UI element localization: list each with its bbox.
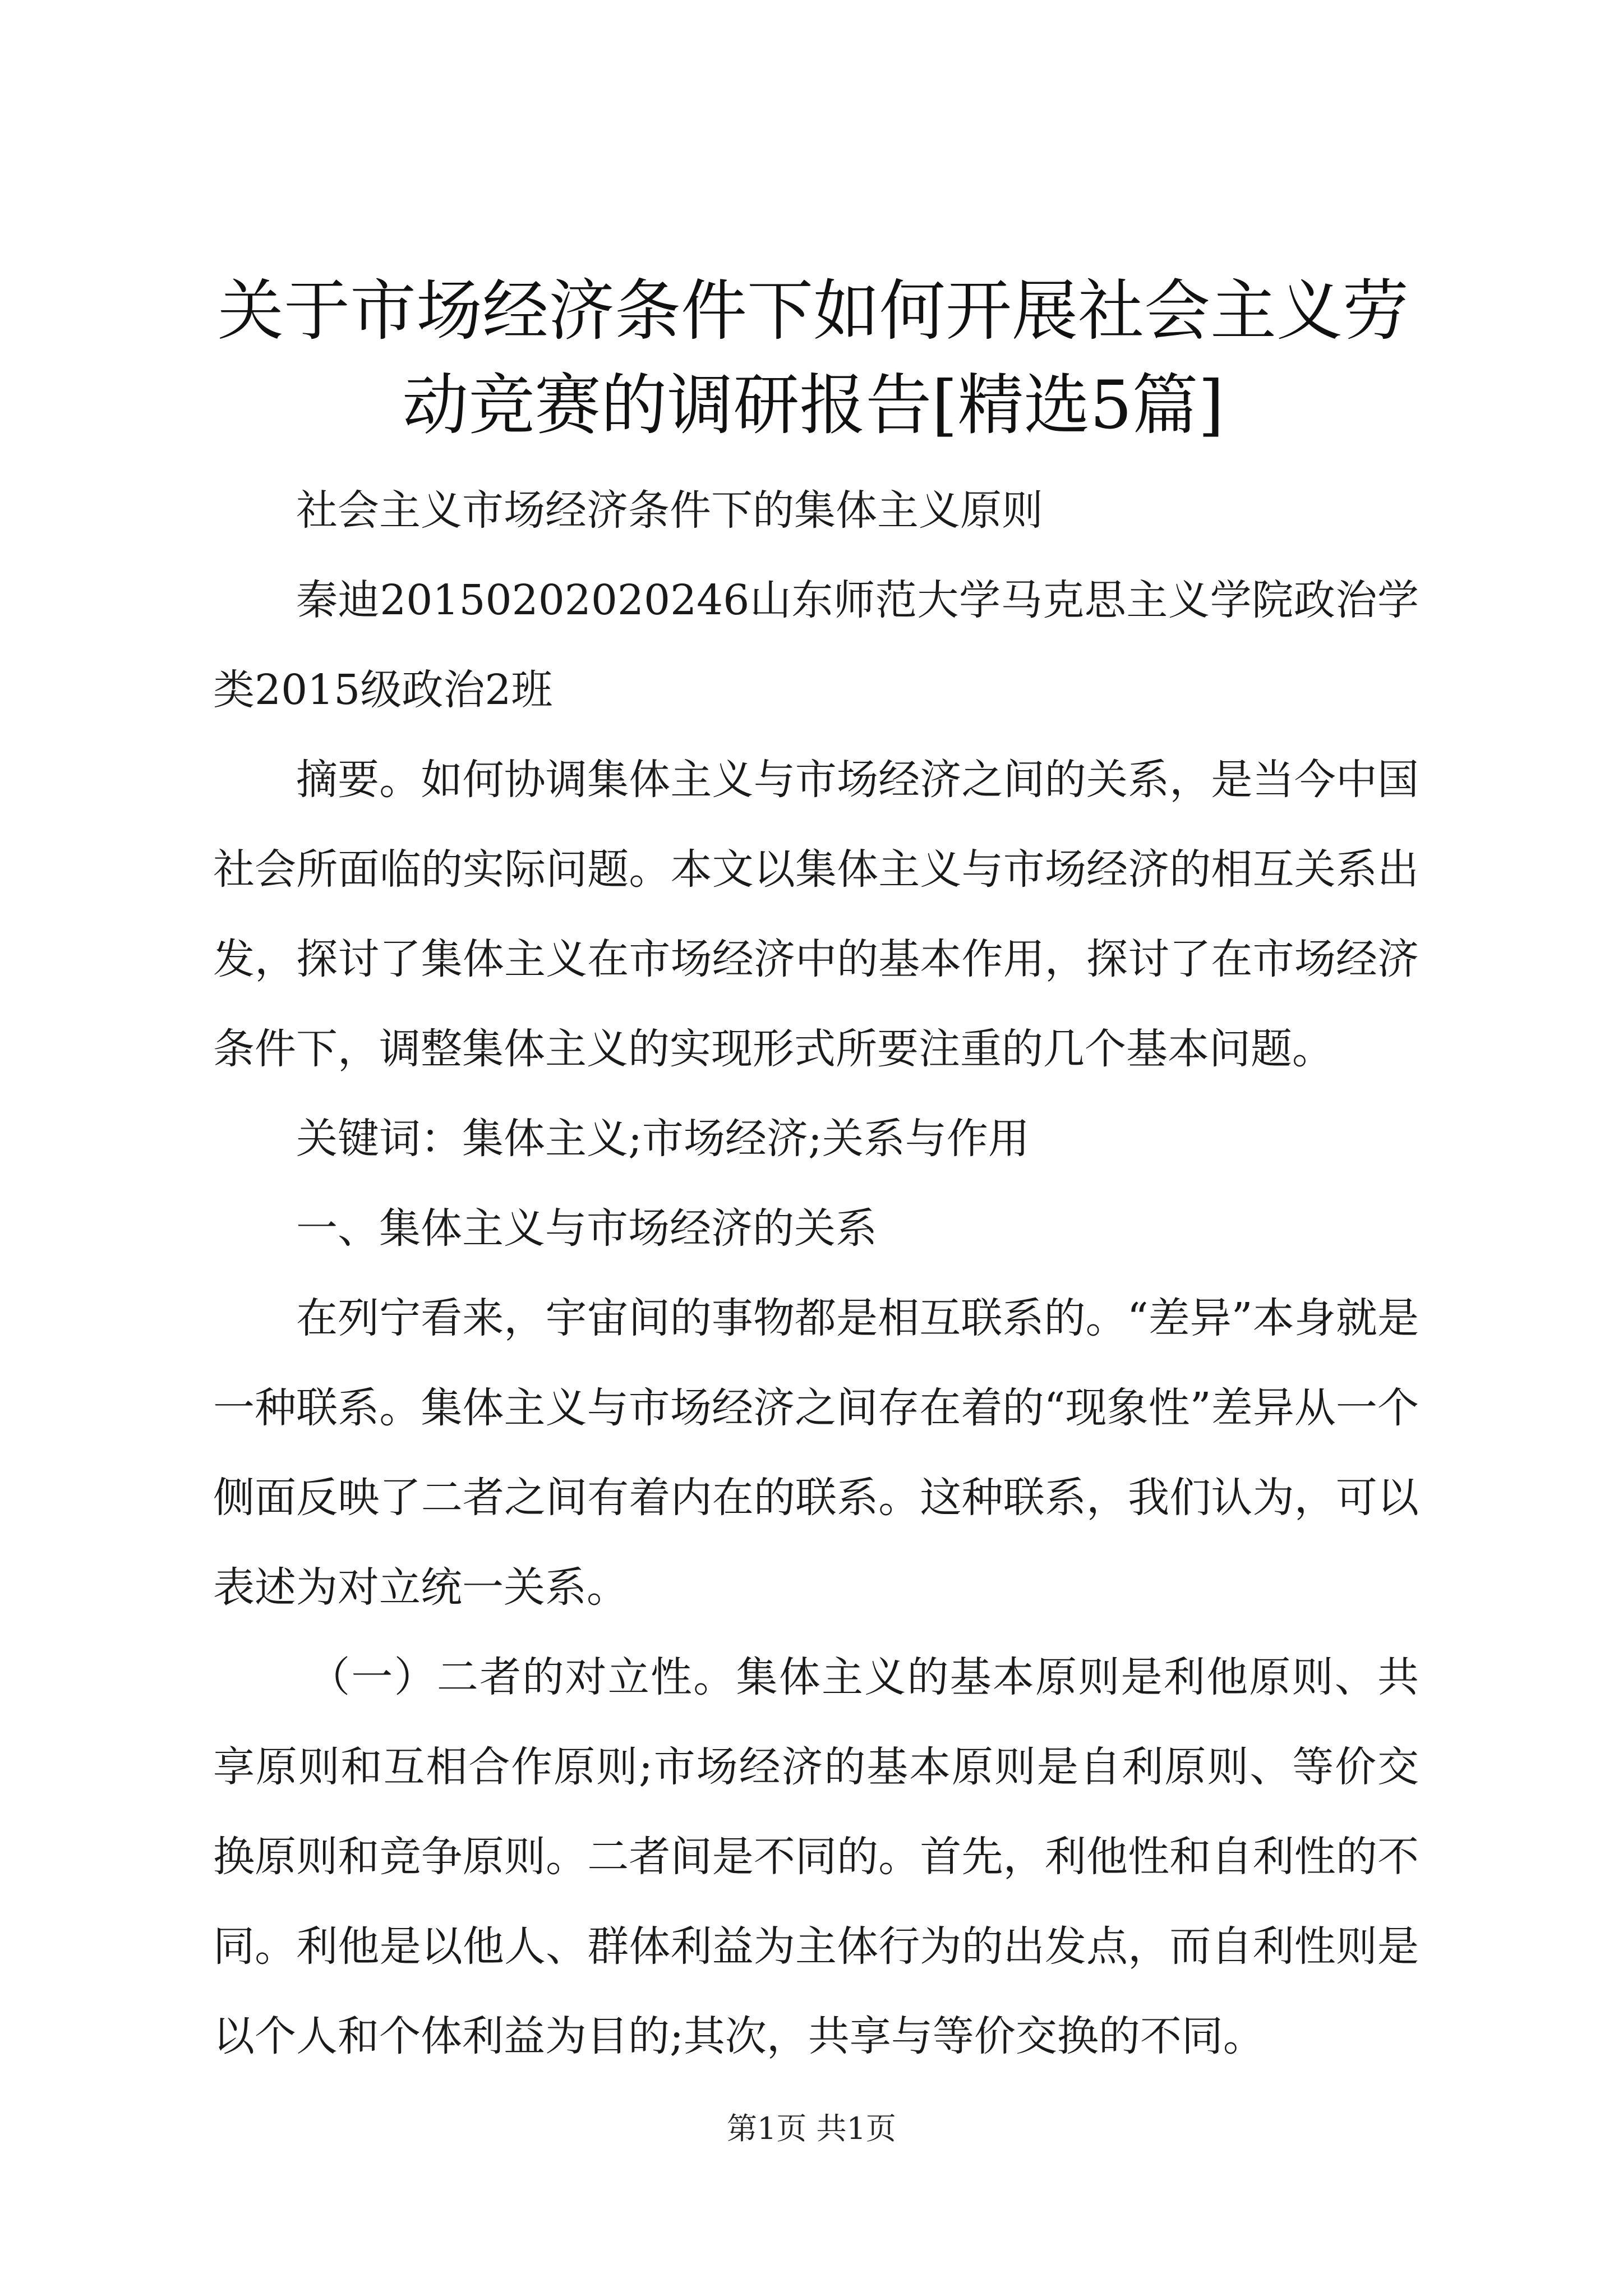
section-body-paragraph: 在列宁看来，宇宙间的事物都是相互联系的。“差异”本身就是一种联系。集体主义与市场经济之间存在着的“现象性”差异从一个侧面反映了二者之间有着内在的联系。这种联系，我们认为，可以表述为对立统一关系。 [213, 1294, 1419, 1612]
author-info-paragraph: 秦迪20150202020246山东师范大学马克思主义学院政治学类2015级政治2班 [213, 576, 1419, 714]
abstract-paragraph: 摘要。如何协调集体主义与市场经济之间的关系，是当今中国社会所面临的实际问题。本文以集体主义与市场经济的相互关系出发，探讨了集体主义在市场经济中的基本作用，探讨了在市场经济条件下，调整集体主义的实现形式所要注重的几个基本问题。 [213, 756, 1419, 1073]
subsection-paragraph: （一）二者的对立性。集体主义的基本原则是利他原则、共享原则和互相合作原则;市场经济的基本原则是自利原则、等价交换原则和竞争原则。二者间是不同的。首先，利他性和自利性的不同。利他是以他人、群体利益为主体行为的出发点，而自利性则是以个人和个体利益为目的;其次，共享与等价交换的不同。 [213, 1653, 1419, 2060]
section-heading: 一、集体主义与市场经济的关系 [296, 1204, 877, 1253]
document-title: 关于市场经济条件下如何开展社会主义劳动竞赛的调研报告[精选5篇] [217, 272, 1409, 444]
page-footer: 第1页 共1页 [727, 2111, 896, 2146]
document-body [213, 466, 1419, 2081]
keywords-paragraph: 关键词：集体主义;市场经济;关系与作用 [296, 1115, 1030, 1163]
subtitle-paragraph: 社会主义市场经济条件下的集体主义原则 [296, 486, 1043, 535]
